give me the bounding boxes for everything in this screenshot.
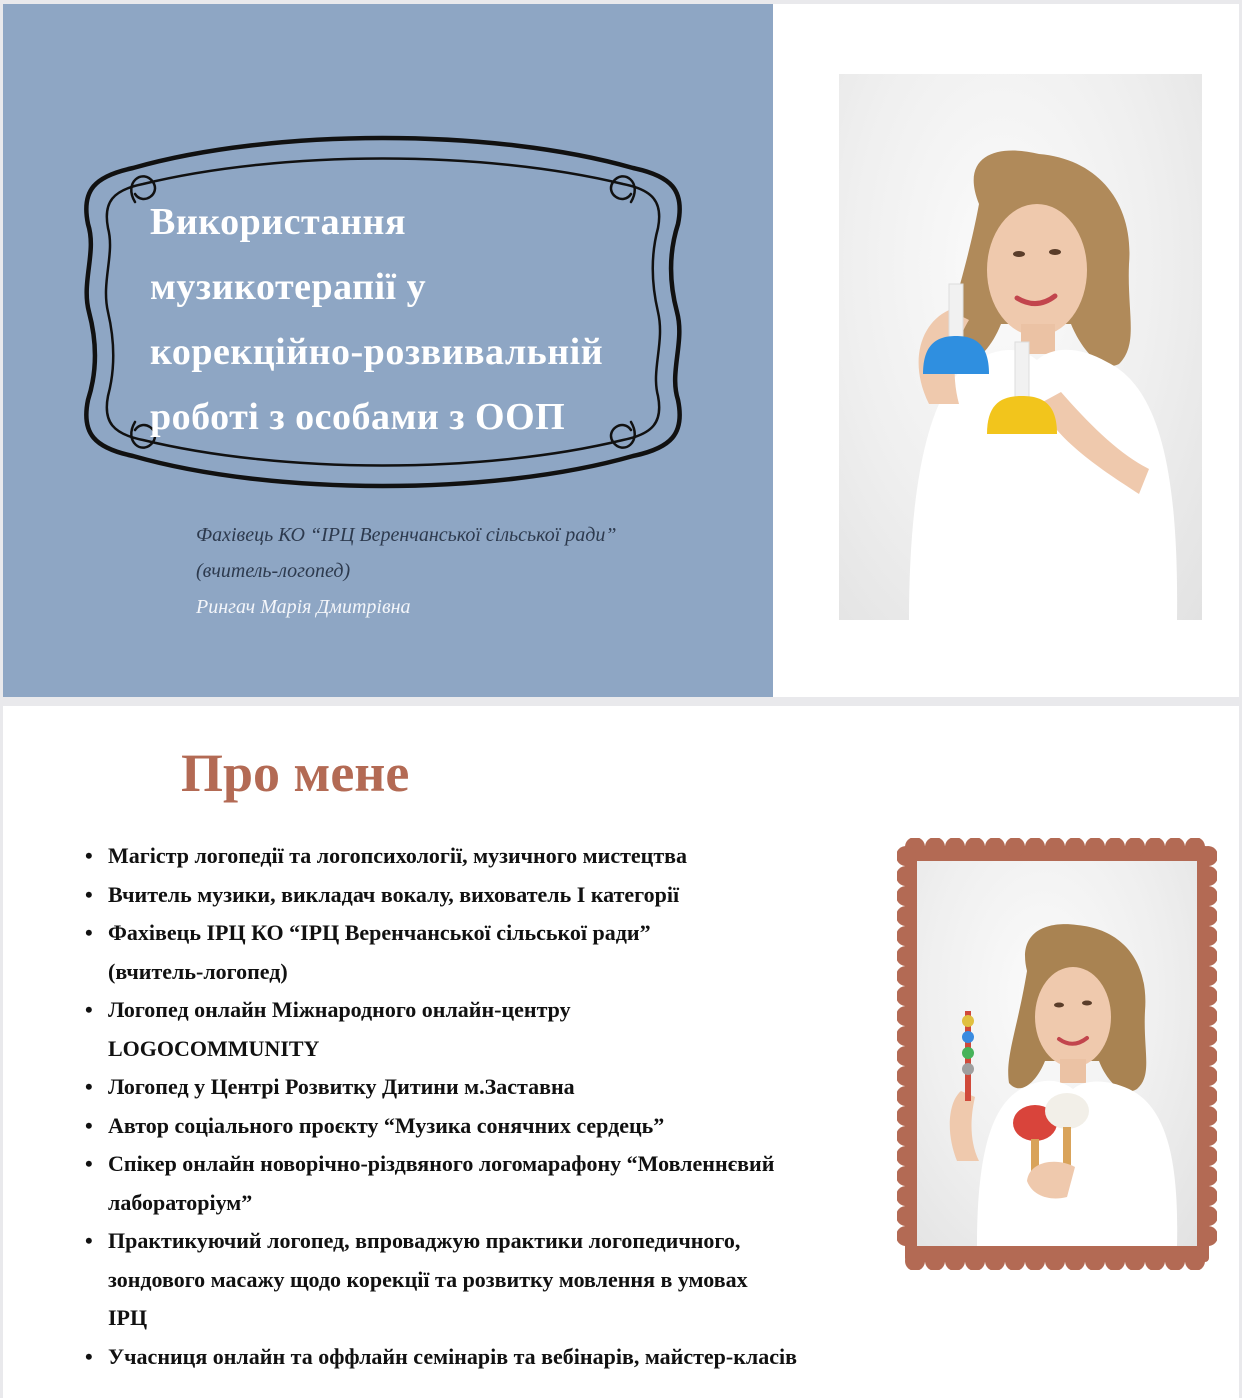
list-item-text: лабораторіум” xyxy=(108,1189,253,1215)
title-line: корекційно-розвивальній xyxy=(150,331,604,373)
title-line: музикотерапії у xyxy=(150,266,427,308)
title-slide xyxy=(3,4,1239,697)
title-line: роботі з особами з ООП xyxy=(150,396,566,438)
author-info xyxy=(196,517,756,625)
bullet-icon: • xyxy=(85,1074,93,1099)
list-item xyxy=(85,991,885,1068)
list-item xyxy=(85,876,885,915)
bullet-icon: • xyxy=(85,843,93,868)
list-item-text: Логопед у Центрі Розвитку Дитини м.Заставна xyxy=(108,1074,575,1099)
about-me-slide xyxy=(3,706,1239,1398)
list-item-text: Учасниця онлайн та оффлайн семінарів та вебінарів, майстер-класів xyxy=(108,1343,798,1369)
bullet-icon: • xyxy=(85,1228,93,1253)
portrait-photo-maracas xyxy=(917,861,1197,1246)
list-item-text: (вчитель-логопед) xyxy=(108,958,288,984)
list-item-text: Фахівець ІРЦ КО “ІРЦ Веренчанської сільської ради” xyxy=(108,920,651,945)
about-title: Про мене xyxy=(181,743,410,803)
achievements-list xyxy=(85,837,885,1376)
author-name: Рингач Марія Дмитрівна xyxy=(196,596,411,618)
list-item xyxy=(85,1068,885,1107)
bullet-icon: • xyxy=(85,920,93,945)
list-item xyxy=(85,1107,885,1146)
list-item xyxy=(85,1222,885,1338)
list-item-text: Спікер онлайн новорічно-різдвяного логомарафону “Мовленнєвий xyxy=(108,1151,775,1176)
author-position: Фахівець КО “ІРЦ Веренчанської сільської ради” xyxy=(196,524,617,546)
author-role: (вчитель-логопед) xyxy=(196,560,351,582)
slide-title xyxy=(150,190,670,450)
list-item xyxy=(85,1338,885,1377)
bullet-icon: • xyxy=(85,1151,93,1176)
list-item xyxy=(85,1145,885,1222)
list-item-text: Автор соціального проєкту “Музика сонячних сердець” xyxy=(108,1112,665,1138)
bullet-icon: • xyxy=(85,997,93,1022)
title-line: Використання xyxy=(150,201,407,243)
list-item-text: Логопед онлайн Міжнародного онлайн-центру xyxy=(108,997,571,1022)
list-item-text: ІРЦ xyxy=(108,1305,148,1330)
portrait-photo-bells xyxy=(839,74,1202,620)
bullet-icon: • xyxy=(85,1112,93,1138)
list-item-text: Магістр логопедії та логопсихології, музичного мистецтва xyxy=(108,843,688,868)
list-item-text: Практикуючий логопед, впроваджую практики логопедичного, xyxy=(108,1228,741,1253)
list-item xyxy=(85,914,885,991)
list-item-text: зондового масажу щодо корекції та розвитку мовлення в умовах xyxy=(108,1266,748,1292)
bullet-icon: • xyxy=(85,881,93,907)
list-item-text: LOGOCOMMUNITY xyxy=(108,1035,320,1061)
list-item xyxy=(85,837,885,876)
list-item-text: Вчитель музики, викладач вокалу, вихователь I категорії xyxy=(108,881,680,907)
bullet-icon: • xyxy=(85,1343,93,1369)
